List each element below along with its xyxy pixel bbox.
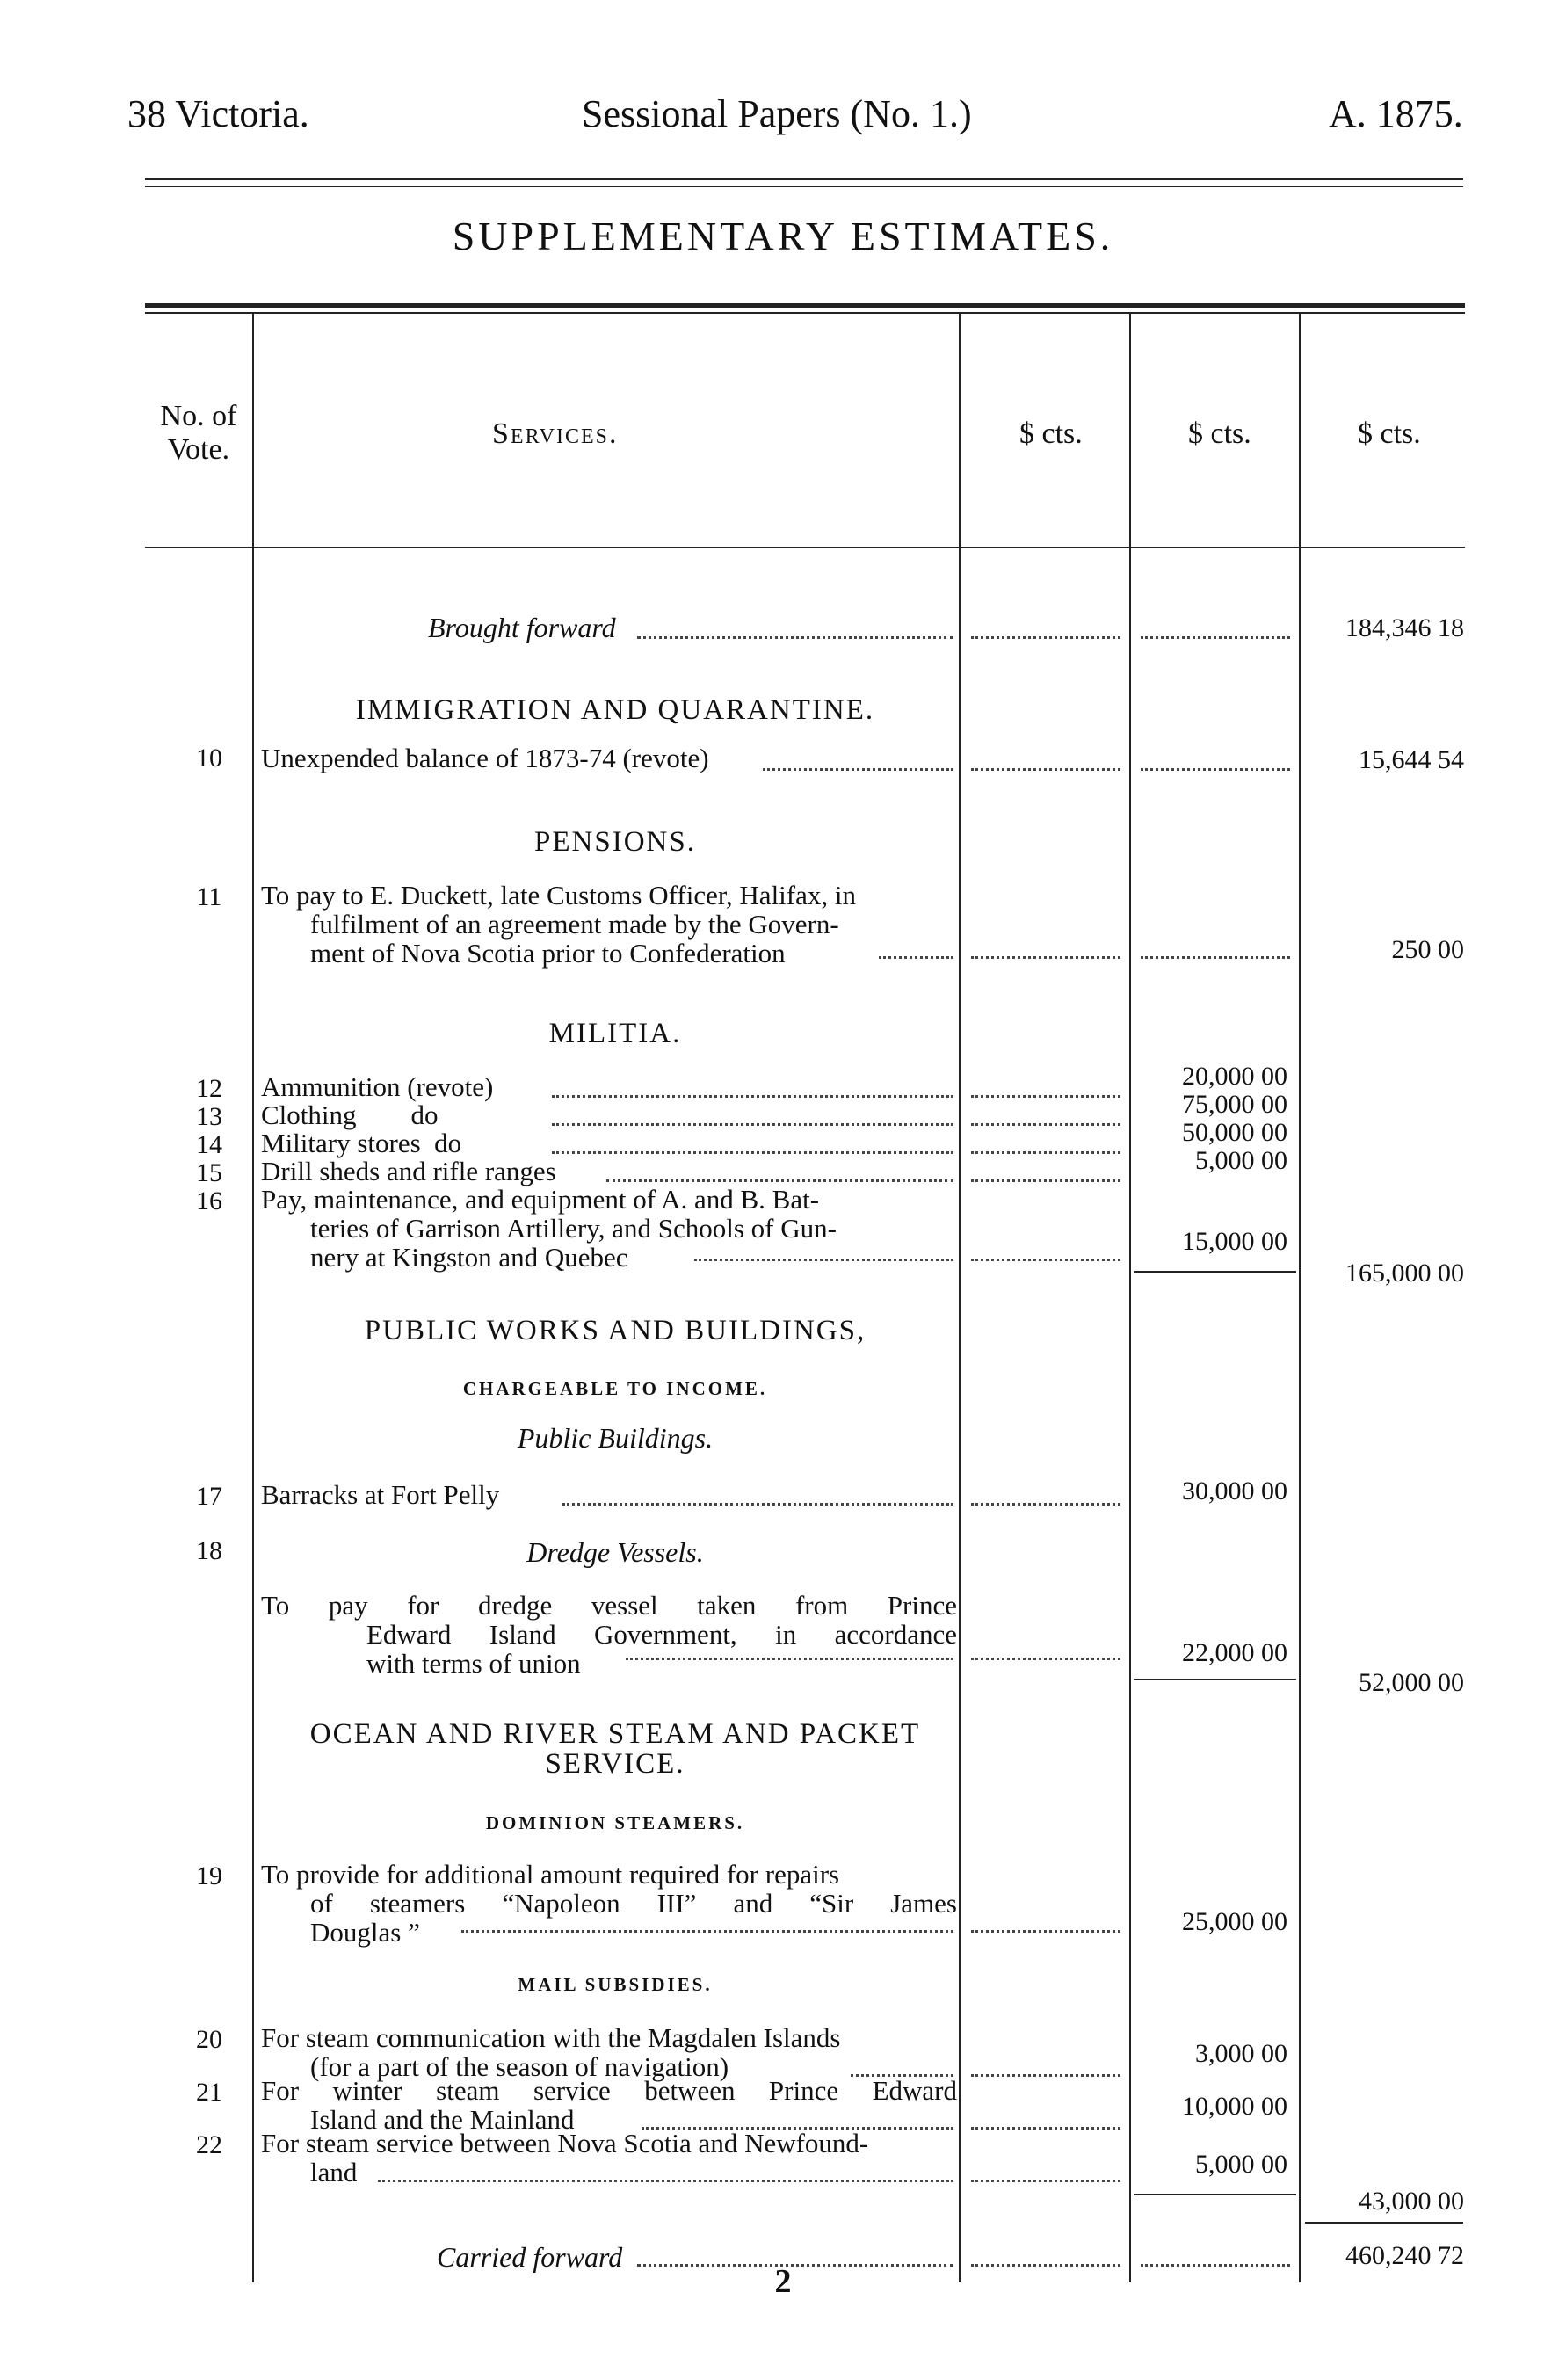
table-top-rule-thin [145, 312, 1465, 314]
leader-dots [971, 2074, 1120, 2077]
subtotal-rule [1134, 1271, 1296, 1273]
leader-dots [606, 1179, 953, 1182]
leader-dots [552, 1151, 953, 1154]
item-amount: 3,000 00 [1195, 2039, 1287, 2068]
page-number: 2 [774, 2263, 792, 2300]
leader-dots [461, 1930, 953, 1933]
item-amount: 5,000 00 [1195, 1146, 1287, 1175]
leader-dots [971, 768, 1120, 771]
leader-dots [763, 768, 953, 771]
page-title: SUPPLEMENTARY ESTIMATES. [452, 214, 1114, 258]
brought-forward-total: 184,346 18 [1345, 613, 1464, 642]
leader-dots [971, 1930, 1120, 1933]
leader-dots [1141, 636, 1290, 639]
leader-dots [879, 956, 953, 959]
header-rule-top [145, 178, 1463, 180]
section-heading-pensions: PENSIONS. [534, 826, 696, 858]
item-amount: 20,000 00 [1182, 1062, 1287, 1091]
section-total: 165,000 00 [1345, 1259, 1464, 1288]
vote-number: 11 [196, 882, 222, 911]
section-total: 15,644 54 [1359, 745, 1464, 774]
header-session: 38 Victoria. [127, 92, 309, 135]
service-item-text: Drill sheds and rifle ranges [261, 1156, 556, 1186]
service-item-text: For steam communication with the Magdalen Islands (for a part of the season of navigation) [261, 2022, 841, 2082]
vote-number: 19 [196, 1861, 222, 1890]
section-heading-public-works: PUBLIC WORKS AND BUILDINGS, [364, 1315, 866, 1346]
vote-number: 20 [196, 2025, 222, 2054]
vote-number: 12 [196, 1074, 222, 1103]
item-amount: 5,000 00 [1195, 2150, 1287, 2179]
service-item-text: Barracks at Fort Pelly [261, 1479, 500, 1510]
leader-dots [378, 2180, 953, 2182]
service-item-text: Clothing do [261, 1099, 439, 1130]
services-column-header: Services. [492, 417, 619, 450]
item-amount: 30,000 00 [1182, 1477, 1287, 1506]
leader-dots [626, 1658, 953, 1660]
leader-dots [971, 1658, 1120, 1660]
vote-column-header: No. of Vote. [160, 400, 237, 466]
service-item-text: For steam service between Nova Scotia and Newfound- land [261, 2128, 869, 2188]
col2-divider [1299, 314, 1301, 2282]
service-item-text: To provide for additional amount required for repairs of steamers “Napoleon III” and “Sir James Douglas ” [261, 1859, 957, 1948]
service-item-text: Ammunition (revote) [261, 1071, 494, 1102]
leader-dots [971, 2127, 1120, 2130]
col3-header: $ cts. [1358, 417, 1421, 450]
vote-number: 15 [196, 1158, 222, 1187]
leader-dots [971, 1095, 1120, 1098]
subheading-chargeable: CHARGEABLE TO INCOME. [462, 1378, 768, 1399]
vote-number: 17 [196, 1482, 222, 1511]
leader-dots [971, 1179, 1120, 1182]
section-heading-militia: MILITIA. [548, 1018, 682, 1049]
subheading-dredge-vessels: Dredge Vessels. [526, 1536, 704, 1568]
service-item-text: To pay for dredge vessel taken from Prince Edward Island Government, in accordance with terms of union [261, 1590, 957, 1679]
service-item-text: Unexpended balance of 1873-74 (revote) [261, 743, 709, 773]
vote-number: 10 [196, 744, 222, 773]
vote-number: 18 [196, 1536, 222, 1565]
subheading-dominion-steamers: DOMINION STEAMERS. [485, 1812, 745, 1833]
brought-forward-label: Brought forward [428, 612, 616, 643]
vote-number: 16 [196, 1186, 222, 1215]
vote-number: 21 [196, 2078, 222, 2107]
vote-number: 14 [196, 1130, 222, 1159]
item-amount: 10,000 00 [1182, 2092, 1287, 2121]
leader-dots [1141, 768, 1290, 771]
leader-dots [971, 2180, 1120, 2182]
carried-forward-total: 460,240 72 [1345, 2241, 1464, 2270]
total-rule [1305, 2222, 1463, 2224]
column-header-rule [145, 547, 1465, 548]
service-item-text: For winter steam service between Prince Edward Island and the Mainland [261, 2075, 957, 2135]
col2-header: $ cts. [1188, 417, 1251, 450]
subtotal-rule [1134, 1679, 1296, 1680]
leader-dots [971, 1151, 1120, 1154]
item-amount: 50,000 00 [1182, 1118, 1287, 1147]
vote-column-divider [252, 314, 254, 2282]
item-amount: 25,000 00 [1182, 1907, 1287, 1936]
leader-dots [971, 956, 1120, 959]
leader-dots [552, 1123, 953, 1126]
service-item-text: Military stores do [261, 1128, 462, 1158]
col1-header: $ cts. [1019, 417, 1083, 450]
leader-dots [552, 1095, 953, 1098]
header-sessional-papers: Sessional Papers (No. 1.) [582, 92, 972, 135]
col1-divider [1129, 314, 1131, 2282]
header-year: A. 1875. [1329, 92, 1463, 135]
item-amount: 15,000 00 [1182, 1227, 1287, 1256]
section-heading-ocean: OCEAN AND RIVER STEAM AND PACKET SERVICE. [309, 1718, 921, 1780]
section-total: 250 00 [1391, 935, 1464, 964]
leader-dots [637, 636, 953, 639]
header-rule-bottom [145, 186, 1463, 187]
leader-dots [1141, 956, 1290, 959]
section-total: 52,000 00 [1359, 1668, 1464, 1697]
leader-dots [562, 1503, 953, 1506]
service-item-text: To pay to E. Duckett, late Customs Officer, Halifax, in fulfilment of an agreement made by the Govern- ment of Nova Scotia prior to Confederation [261, 880, 856, 969]
subtotal-rule [1134, 2194, 1296, 2195]
vote-number: 22 [196, 2130, 222, 2159]
leader-dots [971, 636, 1120, 639]
subheading-public-buildings: Public Buildings. [517, 1422, 714, 1454]
vote-number: 13 [196, 1102, 222, 1131]
carried-forward-label: Carried forward [437, 2241, 623, 2273]
leader-dots [971, 1503, 1120, 1506]
section-heading-immigration: IMMIGRATION AND QUARANTINE. [355, 694, 875, 726]
leader-dots [971, 1123, 1120, 1126]
subheading-mail-subsidies: MAIL SUBSIDIES. [518, 1974, 713, 1995]
service-item-text: Pay, maintenance, and equipment of A. and B. Bat- teries of Garrison Artillery, and Schools of Gun- nery at Kingston and Quebec [261, 1184, 837, 1273]
leader-dots [971, 1259, 1120, 1261]
table-top-rule [145, 303, 1465, 308]
section-total: 43,000 00 [1359, 2187, 1464, 2216]
item-amount: 75,000 00 [1182, 1090, 1287, 1119]
item-amount: 22,000 00 [1182, 1638, 1287, 1667]
leader-dots [694, 1259, 953, 1261]
